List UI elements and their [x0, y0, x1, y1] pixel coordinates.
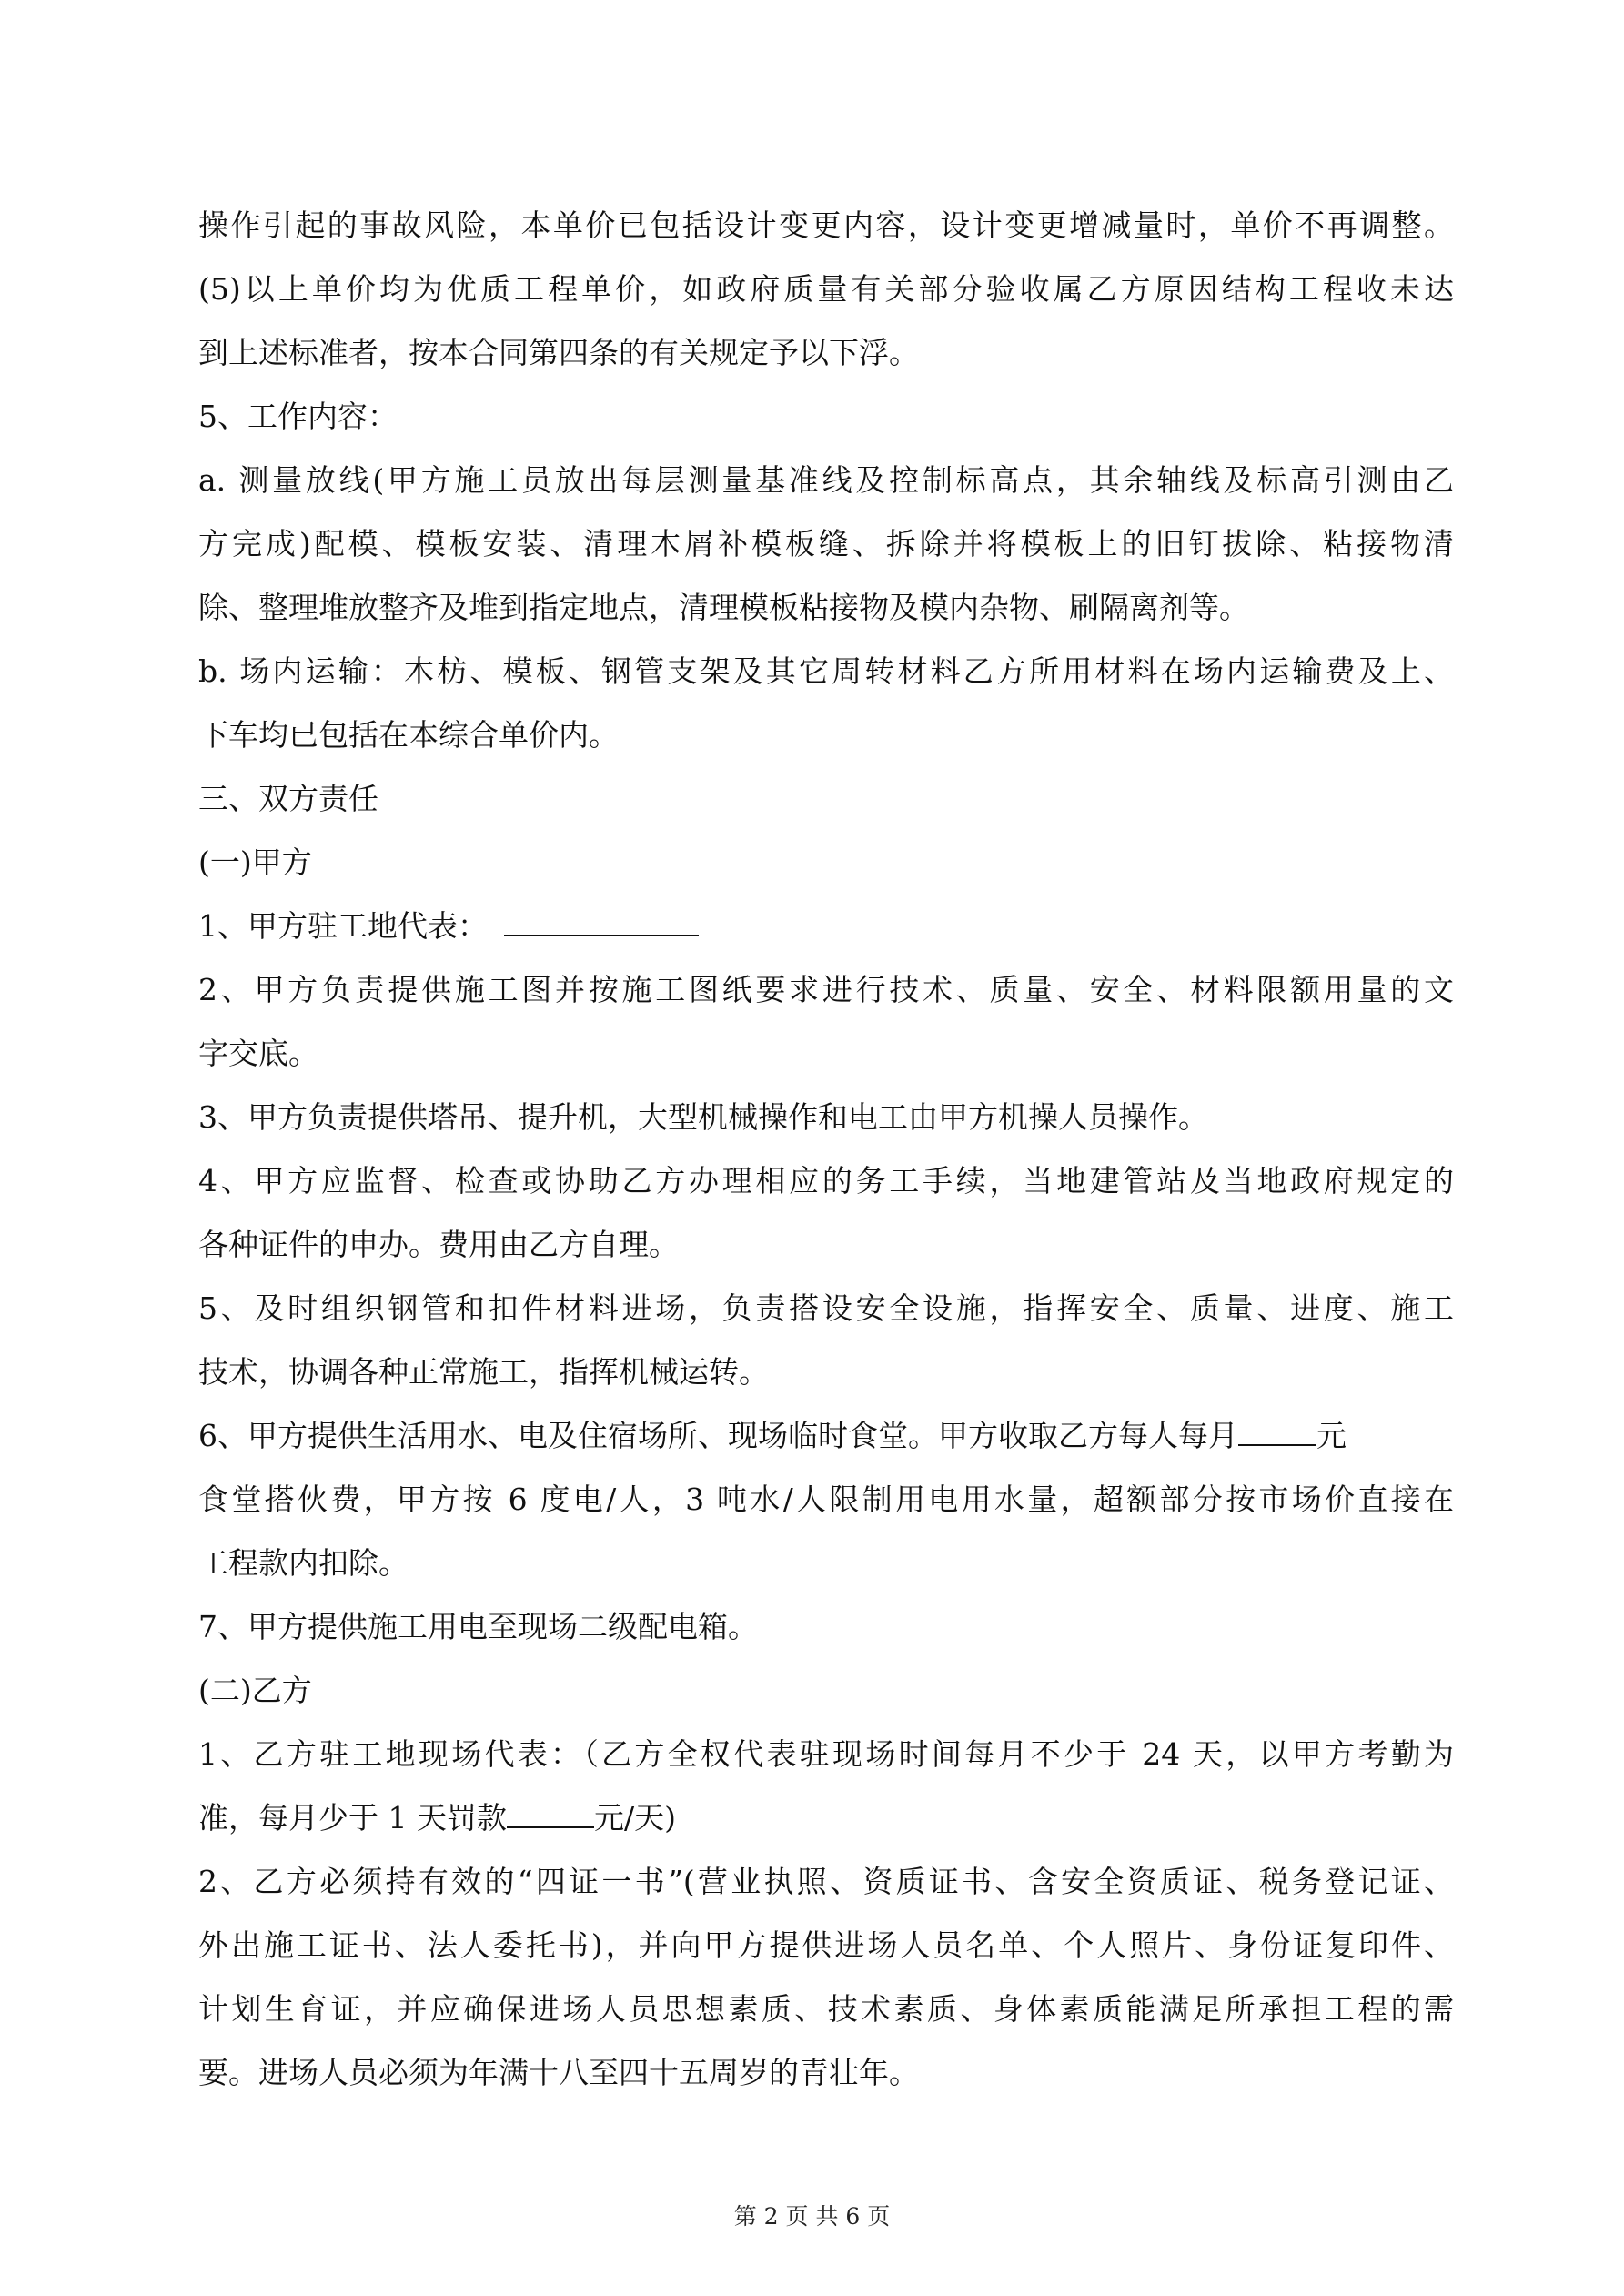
paragraph-line: 工程款内扣除。: [198, 1545, 409, 1581]
section-heading: 三、双方责任: [198, 781, 378, 816]
paragraph-line: a. 测量放线(甲方施工员放出每层测量基准线及控制标高点，其余轴线及标高引测由乙: [198, 462, 1454, 498]
paragraph-line: (5)以上单价均为优质工程单价，如政府质量有关部分验收属乙方原因结构工程收未达: [198, 271, 1454, 307]
subsection-heading: (二)乙方: [198, 1673, 312, 1708]
paragraph-line: 2、甲方负责提供施工图并按施工图纸要求进行技术、质量、安全、材料限额用量的文: [198, 972, 1454, 1007]
paragraph-line: [198, 1416, 1454, 1456]
paragraph-line: 字交底。: [198, 1036, 318, 1071]
paragraph-line: 计划生育证，并应确保进场人员思想素质、技术素质、身体素质能满足所承担工程的需: [198, 1991, 1454, 2027]
unit-text: 元/天): [593, 1800, 676, 1836]
paragraph-line: 1、乙方驻工地现场代表：（乙方全权代表驻现场时间每月不少于 24 天，以甲方考勤为: [198, 1736, 1454, 1772]
paragraph-line: [198, 906, 1454, 946]
paragraph-line: 技术，协调各种正常施工，指挥机械运转。: [198, 1354, 769, 1390]
paragraph-line: 要。进场人员必须为年满十八至四十五周岁的青壮年。: [198, 2055, 919, 2090]
paragraph-line: 外出施工证书、法人委托书)，并向甲方提供进场人员名单、个人照片、身份证复印件、: [198, 1927, 1454, 1963]
blank-representative-field: [504, 911, 699, 936]
blank-fee-field: [1238, 1421, 1316, 1446]
paragraph-line: 下车均已包括在本综合单价内。: [198, 717, 619, 753]
page-number-footer: 第 2 页 共 6 页: [733, 2203, 891, 2230]
section-heading: 5、工作内容：: [198, 399, 398, 434]
paragraph-line: 3、甲方负责提供塔吊、提升机，大型机械操作和电工由甲方机操人员操作。: [198, 1099, 1208, 1135]
field-label: 1、甲方驻工地代表：: [198, 908, 488, 944]
paragraph-line: b. 场内运输：木枋、模板、钢管支架及其它周转材料乙方所用材料在场内运输费及上、: [198, 653, 1454, 689]
paragraph-text: 准，每月少于 1 天罚款: [198, 1800, 507, 1836]
paragraph-line: 方完成)配模、模板安装、清理木屑补模板缝、拆除并将模板上的旧钉拔除、粘接物清: [198, 526, 1454, 561]
paragraph-line: [198, 1798, 1454, 1838]
paragraph-line: 食堂搭伙费，甲方按 6 度电/人，3 吨水/人限制用电用水量，超额部分按市场价直接在: [198, 1482, 1454, 1517]
paragraph-line: 除、整理堆放整齐及堆到指定地点，清理模板粘接物及模内杂物、刷隔离剂等。: [198, 590, 1249, 625]
blank-penalty-field: [507, 1803, 594, 1828]
paragraph-line: 操作引起的事故风险，本单价已包括设计变更内容，设计变更增减量时，单价不再调整。: [198, 207, 1454, 243]
paragraph-line: 5、及时组织钢管和扣件材料进场，负责搭设安全设施，指挥安全、质量、进度、施工: [198, 1290, 1454, 1326]
paragraph-line: 7、甲方提供施工用电至现场二级配电箱。: [198, 1609, 758, 1644]
paragraph-line: 2、乙方必须持有效的“四证一书”(营业执照、资质证书、含安全资质证、税务登记证、: [198, 1864, 1454, 1899]
paragraph-text: 6、甲方提供生活用水、电及住宿场所、现场临时食堂。甲方收取乙方每人每月: [198, 1418, 1238, 1453]
paragraph-line: 4、甲方应监督、检查或协助乙方办理相应的务工手续，当地建管站及当地政府规定的: [198, 1163, 1454, 1199]
paragraph-line: 各种证件的申办。费用由乙方自理。: [198, 1227, 679, 1262]
paragraph-line: 到上述标准者，按本合同第四条的有关规定予以下浮。: [198, 335, 919, 370]
unit-text: 元: [1316, 1418, 1347, 1453]
subsection-heading: (一)甲方: [198, 845, 312, 880]
